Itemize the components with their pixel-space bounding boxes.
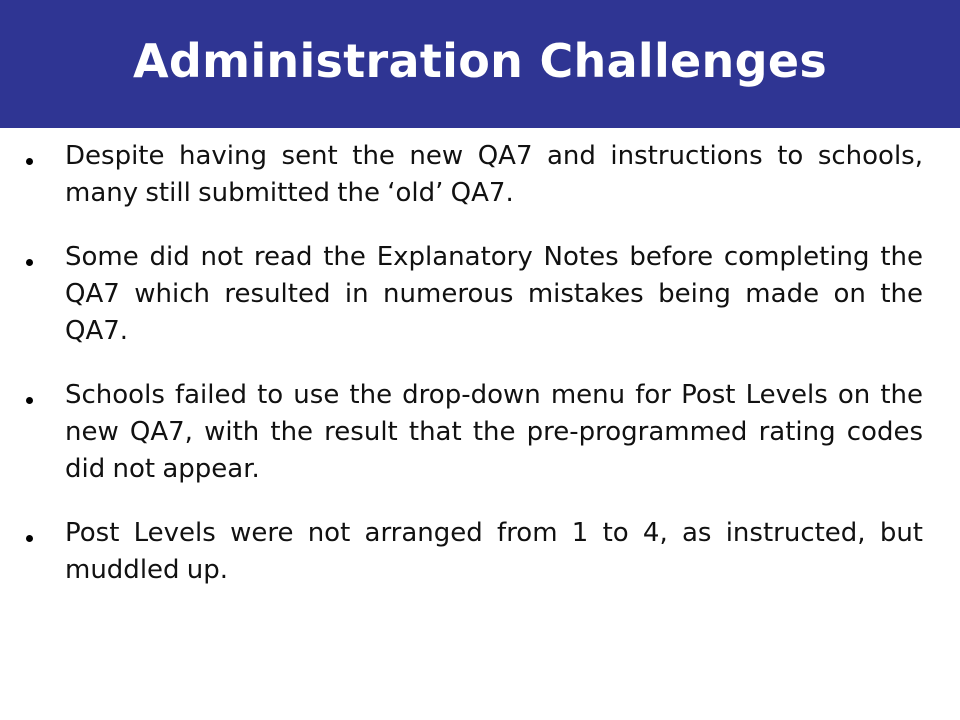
bullet-text: Some did not read the Explanatory Notes before completing the QA7 which resulted in numerous mistakes being made on the QA7. (65, 242, 923, 346)
bullet-text: Post Levels were not arranged from 1 to 4, as instructed, but muddled up. (65, 518, 923, 585)
bullet-icon (26, 259, 33, 266)
title-banner (0, 0, 960, 128)
bullet-text: Schools failed to use the drop-down menu for Post Levels on the new QA7, with the result that the pre-programmed rating codes did not appear. (65, 380, 923, 484)
bullet-text: Despite having sent the new QA7 and instructions to schools, many still submitted the ‘old’ QA7. (65, 141, 923, 208)
slide-title: Administration Challenges (133, 34, 827, 88)
bullet-icon (26, 158, 33, 165)
bullet-item (0, 239, 960, 350)
bullet-item (0, 138, 960, 212)
bullet-list (0, 138, 960, 589)
bullet-item (0, 515, 960, 589)
bullet-icon (26, 397, 33, 404)
bullet-icon (26, 535, 33, 542)
bullet-item (0, 377, 960, 488)
slide-content (0, 138, 960, 616)
